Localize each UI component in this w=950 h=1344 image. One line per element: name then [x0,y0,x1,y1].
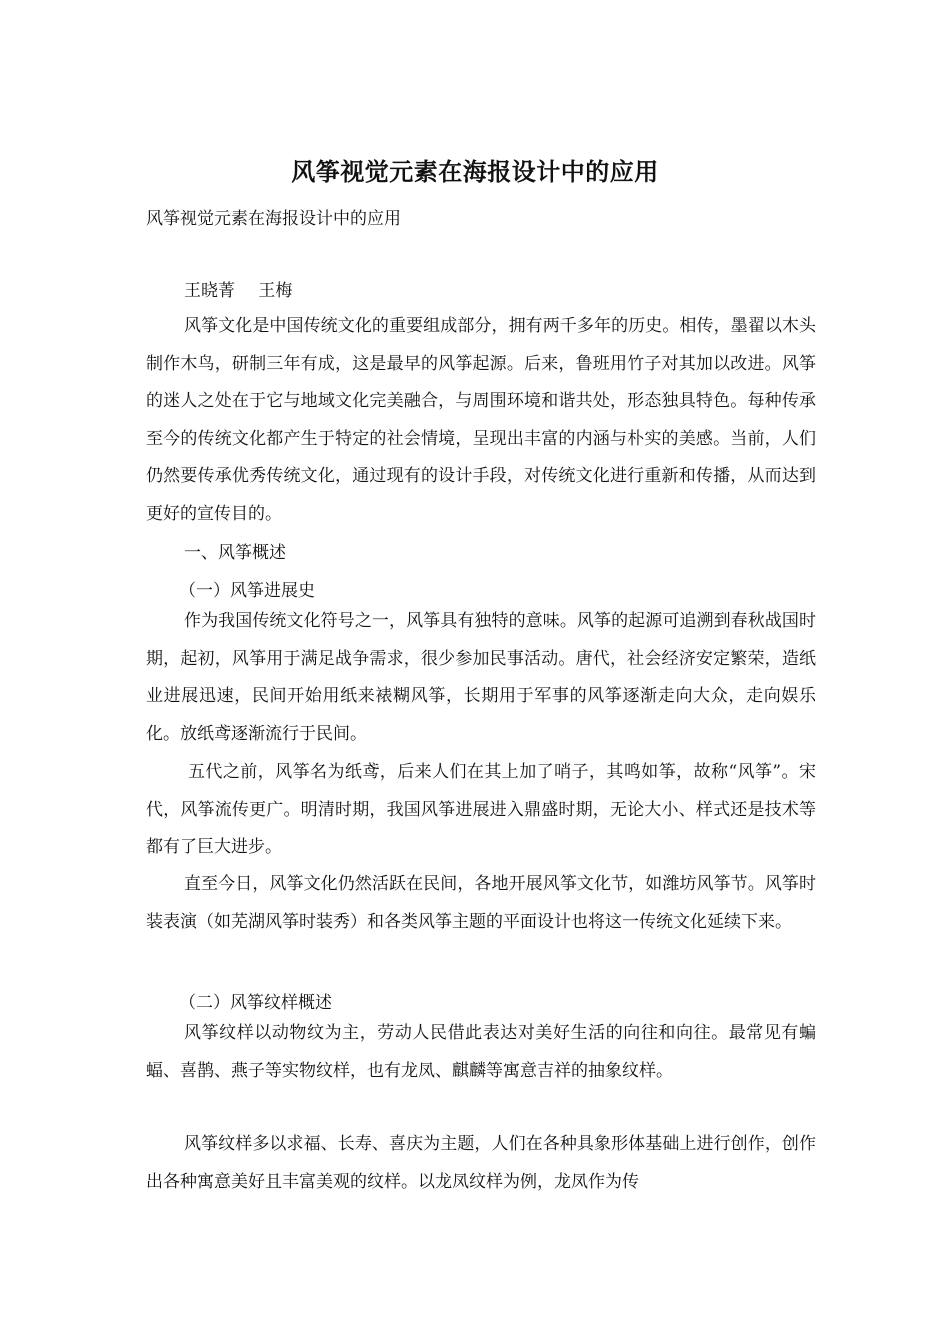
document-subtitle: 风筝视觉元素在海报设计中的应用 [146,209,401,229]
subsection-heading: （二）风筝纹样概述 [179,993,332,1013]
author-line [184,276,292,301]
intro-paragraph: 风筝文化是中国传统文化的重要组成部分，拥有两千多年的历史。相传，墨翟以木头制作木鸟，研制三年有成，这是最早的风筝起源。后来，鲁班用竹子对其加以改进。风筝的迷人之处在于它与地域文化完美融合，与周围环境和谐共处，形态独具特色。每种传承至今的传统文化都产生于特定的社会情境，呈现出丰富的内涵与朴实的美感。当前，人们仍然要传承优秀传统文化，通过现有的设计手段，对传统文化进行重新和传播，从而达到更好的宣传目的。 [146,316,816,524]
author-name: 王晓菁 [184,281,235,301]
author-name: 王梅 [258,281,293,301]
body-paragraph: 五代之前，风筝名为纸鸢，后来人们在其上加了哨子，其鸣如筝，故称“风筝”。宋代，风筝流传更广。明清时期，我国风筝进展进入鼎盛时期，无论大小、样式还是技术等都有了巨大进步。 [146,762,816,857]
subsection-heading: （一）风筝进展史 [179,581,315,601]
body-paragraph: 直至今日，风筝文化仍然活跃在民间，各地开展风筝文化节，如潍坊风筝节。风筝时装表演（如芜湖风筝时装秀）和各类风筝主题的平面设计也将这一传统文化延续下来。 [146,874,816,932]
body-paragraph: 风筝纹样以动物纹为主，劳动人民借此表达对美好生活的向往和向往。最常见有蝙蝠、喜鹊、燕子等实物纹样，也有龙凤、麒麟等寓意吉祥的抽象纹样。 [146,1023,816,1081]
document-title: 风筝视觉元素在海报设计中的应用 [291,157,659,186]
section-heading: 一、风筝概述 [184,543,286,563]
body-paragraph: 风筝纹样多以求福、长寿、喜庆为主题，人们在各种具象形体基础上进行创作，创作出各种寓意美好且丰富美观的纹样。以龙凤纹样为例，龙凤作为传 [146,1134,816,1192]
body-paragraph: 作为我国传统文化符号之一，风筝具有独特的意味。风筝的起源可追溯到春秋战国时期，起初，风筝用于满足战争需求，很少参加民事活动。唐代，社会经济安定繁荣，造纸业进展迅速，民间开始用纸来裱糊风筝，长期用于军事的风筝逐渐走向大众，走向娱乐化。放纸鸢逐渐流行于民间。 [146,611,816,744]
